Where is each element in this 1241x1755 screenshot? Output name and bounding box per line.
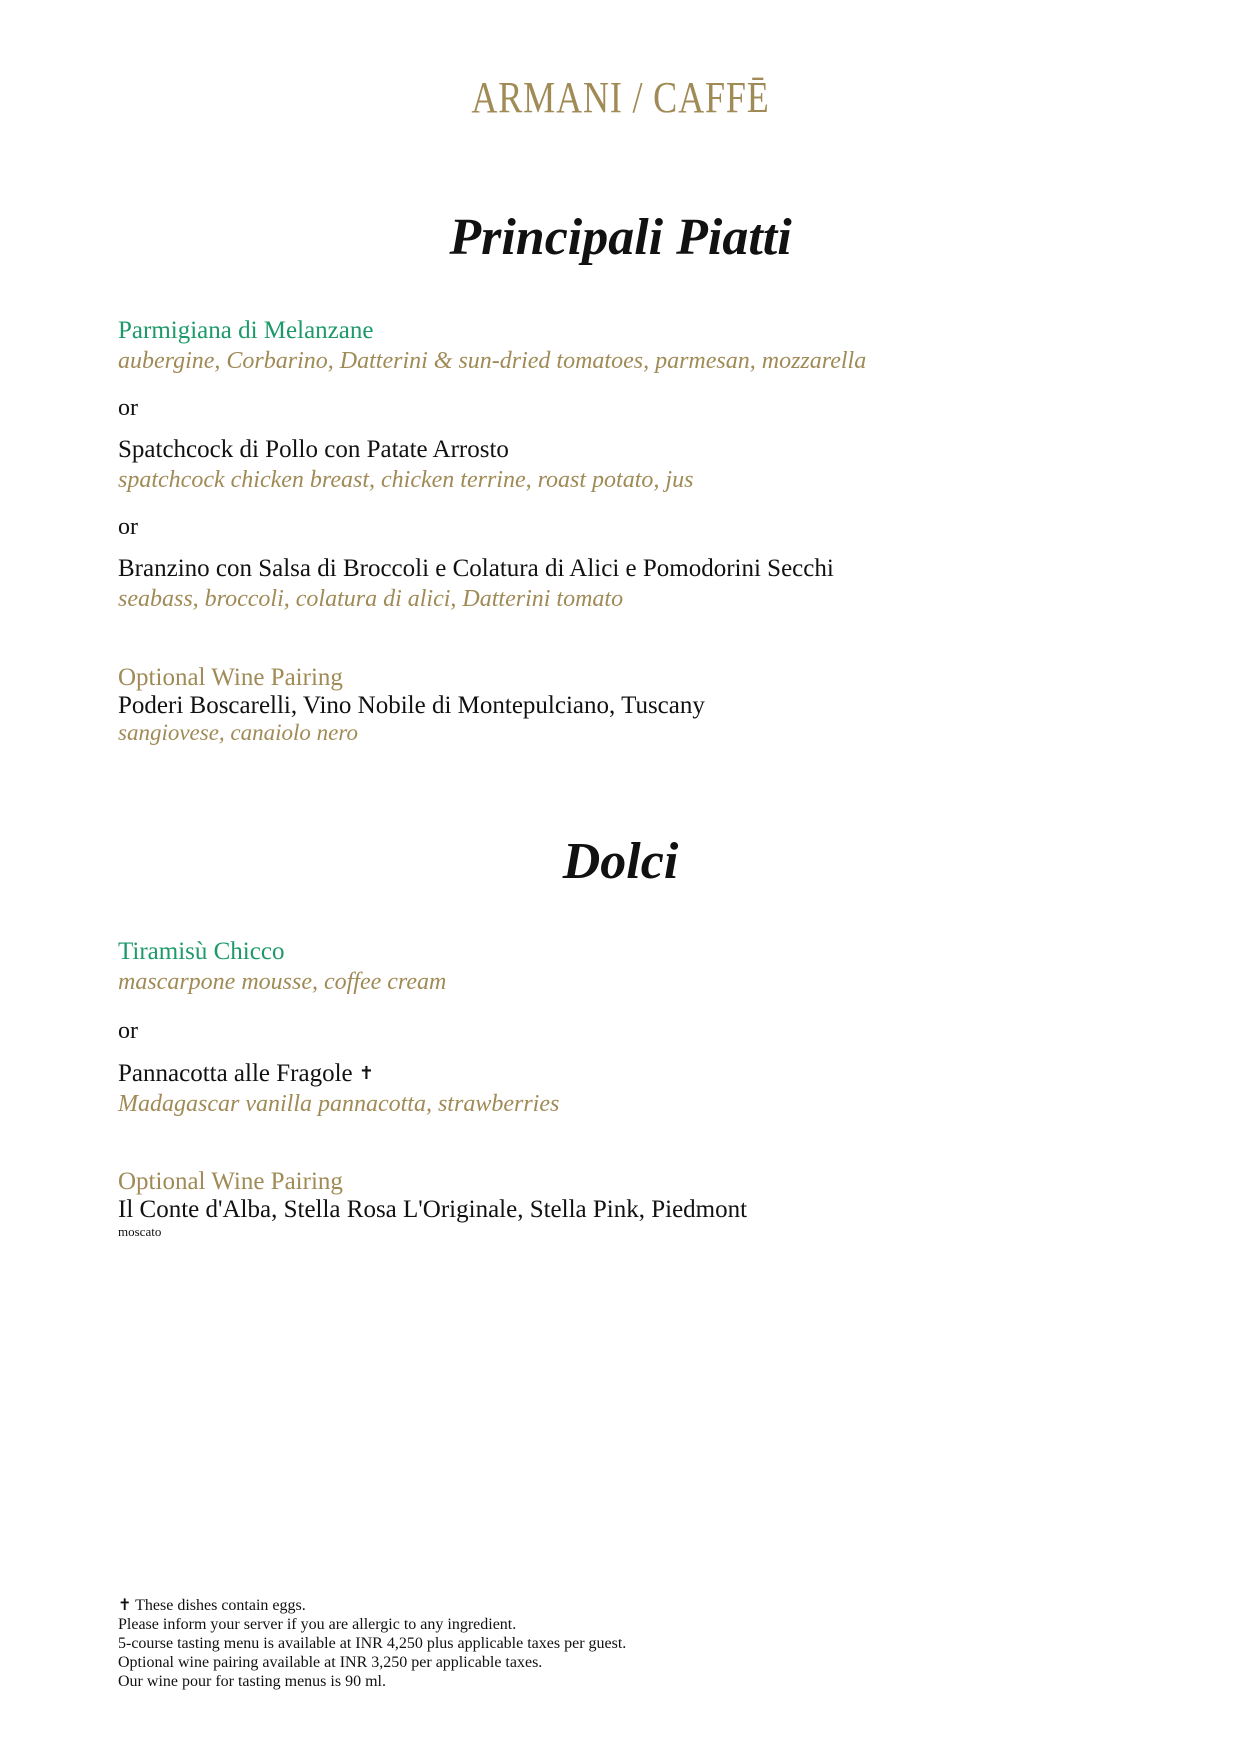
dish-name: Spatchcock di Pollo con Patate Arrosto [118, 436, 509, 463]
or-separator: or [118, 395, 138, 421]
wine-grape: moscato [118, 1224, 162, 1239]
dish-tiramisu [118, 937, 1118, 997]
wine-pairing-principali [118, 664, 1118, 746]
dish-branzino [118, 554, 1118, 614]
dish-description: spatchcock chicken breast, chicken terrine, roast potato, jus [118, 467, 694, 493]
dish-description: mascarpone mousse, coffee cream [118, 969, 447, 995]
pairing-label: Optional Wine Pairing [118, 1168, 343, 1195]
dish-name: Parmigiana di Melanzane [118, 317, 374, 344]
footnote-allergy: Please inform your server if you are allergic to any ingredient. [118, 1616, 517, 1633]
dish-description: aubergine, Corbarino, Datterini & sun-dried tomatoes, parmesan, mozzarella [118, 348, 867, 374]
footnotes [118, 1596, 1018, 1691]
wine-name: Il Conte d'Alba, Stella Rosa L'Originale, Stella Pink, Piedmont [118, 1196, 748, 1223]
footnote-eggs: ✝ These dishes contain eggs. [118, 1597, 306, 1614]
section-title-principali: Principali Piatti [449, 209, 792, 266]
footnote-wine-pairing: Optional wine pairing available at INR 3,250 per applicable taxes. [118, 1654, 543, 1671]
wine-pairing-dolci [118, 1168, 1118, 1240]
section-title-dolci: Dolci [562, 833, 679, 890]
pairing-label: Optional Wine Pairing [118, 664, 343, 691]
dish-name: Pannacotta alle Fragole [118, 1060, 353, 1087]
wine-grape: sangiovese, canaiolo nero [118, 720, 358, 745]
wine-name: Poderi Boscarelli, Vino Nobile di Montepulciano, Tuscany [118, 692, 705, 719]
dish-description: Madagascar vanilla pannacotta, strawberries [118, 1091, 560, 1117]
egg-marker-icon: ✝ [358, 1063, 374, 1083]
dish-name-row [118, 1058, 1118, 1089]
footnote-wine-pour: Our wine pour for tasting menus is 90 ml. [118, 1673, 386, 1690]
brand-logo: ARMANI / CAFFĒ [471, 73, 770, 122]
dish-pannacotta [118, 1058, 1118, 1119]
footnote-tasting-menu: 5-course tasting menu is available at INR 4,250 plus applicable taxes per guest. [118, 1635, 627, 1652]
dish-name: Branzino con Salsa di Broccoli e Colatura di Alici e Pomodorini Secchi [118, 555, 834, 582]
dish-name: Tiramisù Chicco [118, 938, 285, 965]
or-separator: or [118, 514, 138, 540]
or-separator: or [118, 1018, 138, 1044]
dish-spatchcock [118, 435, 1118, 495]
dish-description: seabass, broccoli, colatura di alici, Datterini tomato [118, 586, 624, 612]
dish-parmigiana [118, 316, 1118, 376]
